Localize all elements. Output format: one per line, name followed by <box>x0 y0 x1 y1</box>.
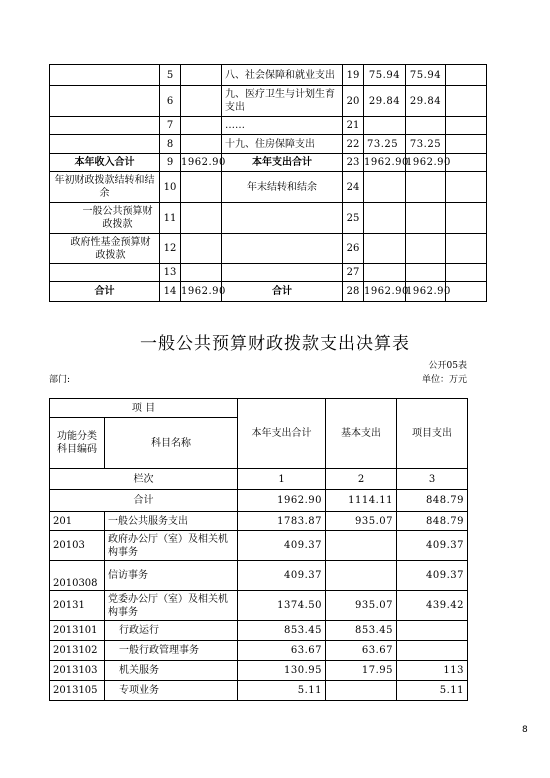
right-label: 本年支出合计 <box>222 154 343 172</box>
amount <box>181 135 222 154</box>
subject-name: 党委办公厅（室）及相关机构事务 <box>105 591 238 621</box>
amount <box>364 172 406 203</box>
expenditure-table <box>49 398 468 701</box>
row-no: 23 <box>343 154 364 172</box>
row-no: 22 <box>343 135 364 154</box>
amount <box>364 203 406 234</box>
subject-name: 信访事务 <box>105 561 238 591</box>
column-order-label: 栏次 <box>50 469 238 490</box>
amount: 1962.90 <box>181 282 222 302</box>
amount: 5.11 <box>397 681 468 701</box>
amount <box>364 234 406 264</box>
header-total: 本年支出合计 <box>238 399 326 469</box>
amount: 17.95 <box>326 661 397 681</box>
table-row <box>50 661 468 681</box>
amount: 113 <box>397 661 468 681</box>
row-no: 26 <box>343 234 364 264</box>
left-label <box>50 117 160 135</box>
table-row <box>50 512 468 531</box>
table-row <box>50 117 487 135</box>
amount <box>406 172 446 203</box>
amount: 130.95 <box>238 661 326 681</box>
amount <box>181 234 222 264</box>
amount <box>397 621 468 641</box>
amount <box>397 641 468 661</box>
amount: 63.67 <box>326 641 397 661</box>
amount <box>181 203 222 234</box>
amount <box>406 203 446 234</box>
left-label: 年初财政拨款结转和结余 <box>50 172 160 203</box>
amount <box>446 203 487 234</box>
table-row <box>50 591 468 621</box>
income-expenditure-table <box>49 64 487 302</box>
amount: 1962.90 <box>364 282 406 302</box>
left-label: 一般公共预算财政拨款 <box>50 203 160 234</box>
table-row <box>50 154 487 172</box>
amount: 935.07 <box>326 591 397 621</box>
left-label <box>50 135 160 154</box>
amount <box>181 117 222 135</box>
table-row <box>50 641 468 661</box>
amount: 63.67 <box>238 641 326 661</box>
row-no: 8 <box>160 135 181 154</box>
amount <box>181 172 222 203</box>
amount: 1962.90 <box>238 490 326 512</box>
amount: 29.84 <box>406 86 446 117</box>
row-no: 14 <box>160 282 181 302</box>
amount <box>446 65 487 86</box>
page-title: 一般公共预算财政拨款支出决算表 <box>140 334 410 354</box>
amount <box>406 117 446 135</box>
row-no: 5 <box>160 65 181 86</box>
header-row <box>50 399 468 418</box>
amount: 409.37 <box>238 561 326 591</box>
right-label: 年末结转和结余 <box>222 172 343 203</box>
row-no: 10 <box>160 172 181 203</box>
amount: 409.37 <box>238 531 326 561</box>
left-label <box>50 264 160 282</box>
amount <box>446 172 487 203</box>
amount <box>406 234 446 264</box>
table-row <box>50 681 468 701</box>
left-label <box>50 86 160 117</box>
amount: 29.84 <box>364 86 406 117</box>
unit-label: 单位：万元 <box>421 375 467 385</box>
table-row <box>50 264 487 282</box>
amount <box>326 681 397 701</box>
function-code: 2013105 <box>50 681 105 701</box>
amount <box>406 264 446 282</box>
column-order-row <box>50 469 468 490</box>
function-code: 2013102 <box>50 641 105 661</box>
row-no: 7 <box>160 117 181 135</box>
amount: 409.37 <box>397 561 468 591</box>
function-code: 2010308 <box>50 561 105 591</box>
table-row <box>50 234 487 264</box>
row-no: 6 <box>160 86 181 117</box>
table-row <box>50 203 487 234</box>
page-number: 8 <box>522 725 528 735</box>
amount <box>446 117 487 135</box>
table-row <box>50 282 487 302</box>
header-subject-name: 科目名称 <box>105 418 238 469</box>
subject-name: 一般行政管理事务 <box>105 641 238 661</box>
function-code: 2013103 <box>50 661 105 681</box>
subject-name: 专项业务 <box>105 681 238 701</box>
left-label: 政府性基金预算财政拨款 <box>50 234 160 264</box>
amount: 1962.90 <box>364 154 406 172</box>
amount <box>446 135 487 154</box>
row-no: 24 <box>343 172 364 203</box>
amount: 439.42 <box>397 591 468 621</box>
table-row <box>50 172 487 203</box>
row-no: 20 <box>343 86 364 117</box>
right-label: 十九、住房保障支出 <box>222 135 343 154</box>
amount: 1783.87 <box>238 512 326 531</box>
amount: 73.25 <box>364 135 406 154</box>
amount <box>446 282 487 302</box>
row-no: 21 <box>343 117 364 135</box>
function-code: 201 <box>50 512 105 531</box>
amount: 1962.90 <box>406 282 446 302</box>
amount: 848.79 <box>397 490 468 512</box>
amount: 853.45 <box>326 621 397 641</box>
amount <box>446 234 487 264</box>
row-no: 25 <box>343 203 364 234</box>
amount: 5.11 <box>238 681 326 701</box>
amount <box>181 65 222 86</box>
right-label: …… <box>222 117 343 135</box>
amount <box>181 264 222 282</box>
amount: 1962.90 <box>181 154 222 172</box>
right-label: 九、医疗卫生与计划生育支出 <box>222 86 343 117</box>
right-label <box>222 264 343 282</box>
right-label: 合计 <box>222 282 343 302</box>
subject-name: 政府办公厅（室）及相关机构事务 <box>105 531 238 561</box>
amount: 75.94 <box>364 65 406 86</box>
amount: 1962.90 <box>406 154 446 172</box>
amount: 935.07 <box>326 512 397 531</box>
row-no: 27 <box>343 264 364 282</box>
table-row <box>50 561 468 591</box>
amount: 853.45 <box>238 621 326 641</box>
amount <box>326 561 397 591</box>
amount <box>446 264 487 282</box>
row-no: 13 <box>160 264 181 282</box>
table-row <box>50 621 468 641</box>
row-no: 11 <box>160 203 181 234</box>
row-no: 19 <box>343 65 364 86</box>
amount: 409.37 <box>397 531 468 561</box>
function-code: 2013101 <box>50 621 105 641</box>
table-row <box>50 86 487 117</box>
amount <box>446 154 487 172</box>
right-label <box>222 203 343 234</box>
amount <box>446 86 487 117</box>
left-label: 合计 <box>50 282 160 302</box>
function-code: 20103 <box>50 531 105 561</box>
row-no: 28 <box>343 282 364 302</box>
column-number: 3 <box>397 469 468 490</box>
sum-label: 合计 <box>50 490 238 512</box>
function-code: 20131 <box>50 591 105 621</box>
subject-name: 机关服务 <box>105 661 238 681</box>
row-no: 9 <box>160 154 181 172</box>
amount: 1374.50 <box>238 591 326 621</box>
column-number: 1 <box>238 469 326 490</box>
header-basic: 基本支出 <box>326 399 397 469</box>
right-label: 八、社会保障和就业支出 <box>222 65 343 86</box>
table-row <box>50 135 487 154</box>
amount: 1114.11 <box>326 490 397 512</box>
amount <box>364 264 406 282</box>
table-row <box>50 65 487 86</box>
column-number: 2 <box>326 469 397 490</box>
amount: 848.79 <box>397 512 468 531</box>
row-no: 12 <box>160 234 181 264</box>
sum-row <box>50 490 468 512</box>
amount <box>326 531 397 561</box>
subject-name: 一般公共服务支出 <box>105 512 238 531</box>
amount <box>364 117 406 135</box>
department-label: 部门: <box>49 375 71 385</box>
form-number: 公开05表 <box>428 361 467 371</box>
left-label <box>50 65 160 86</box>
left-label: 本年收入合计 <box>50 154 160 172</box>
header-func-code: 功能分类科目编码 <box>50 418 105 469</box>
header-project-expense: 项目支出 <box>397 399 468 469</box>
amount: 73.25 <box>406 135 446 154</box>
header-project: 项 目 <box>50 399 238 418</box>
table-row <box>50 531 468 561</box>
amount: 75.94 <box>406 65 446 86</box>
subject-name: 行政运行 <box>105 621 238 641</box>
amount <box>181 86 222 117</box>
right-label <box>222 234 343 264</box>
